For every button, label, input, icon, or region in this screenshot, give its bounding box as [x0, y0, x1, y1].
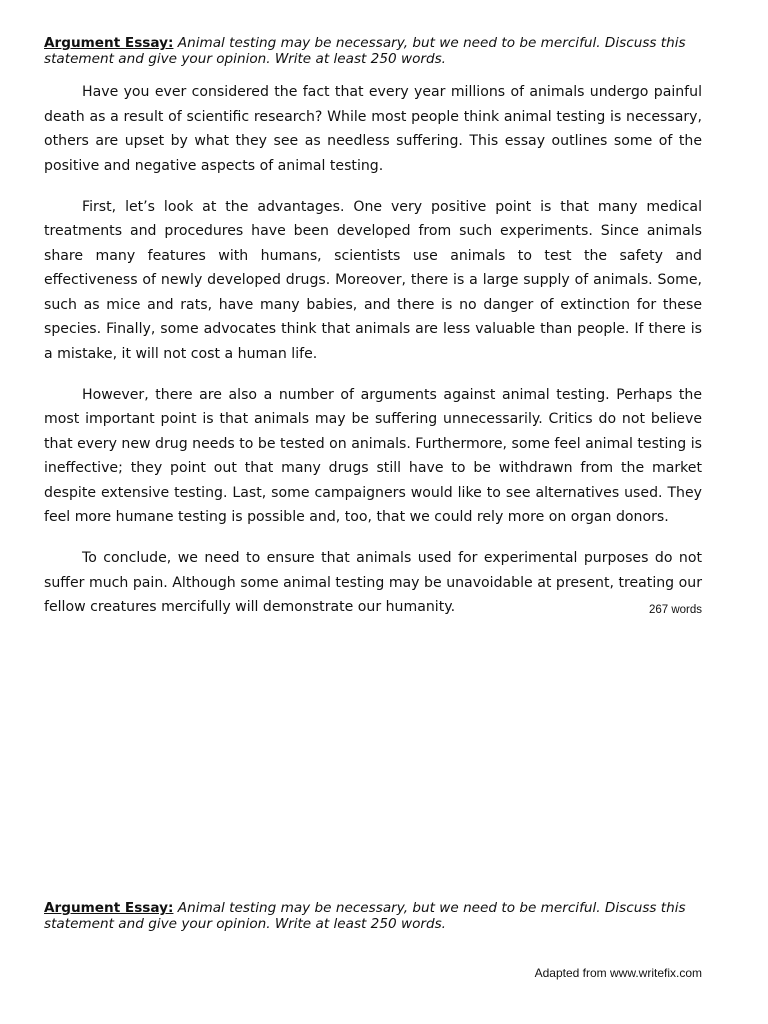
word-count: 267 words [648, 603, 702, 616]
essay-paragraph-conclusion: To conclude, we need to ensure that animals used for experimental purposes do not suffer much pain. Although some animal testing may be unavoidable at present, treating our fellow creatures mercifully will demonstrate our humanity. [44, 550, 702, 615]
essay-prompt-top [44, 35, 704, 67]
essay-paragraph-introduction: Have you ever considered the fact that every year millions of animals undergo painful death as a result of scientific research? While most people think animal testing is necessary, others are upset by what they see as needless suffering. This essay outlines some of the positive and negative aspects of animal testing. [44, 84, 702, 174]
prompt-label: Argument Essay: [44, 35, 174, 51]
essay-paragraph-advantages: First, let’s look at the advantages. One very positive point is that many medical treatments and procedures have been developed from such experiments. Since animals share many features with humans, scientists use animals to test the safety and effectiveness of newly developed drugs. Moreover, there is a large supply of animals. Some, such as mice and rats, have many babies, and there is no danger of extinction for these species. Finally, some advocates think that animals are less valuable than people. If there is a mistake, it will not cost a human life. [44, 198, 702, 362]
prompt-text: Animal testing may be necessary, but we need to be merciful. Discuss this statement and give your opinion. Write at least 250 words. [44, 900, 686, 932]
essay-paragraph-conclusion-block [44, 546, 702, 620]
essay-body [44, 80, 702, 620]
prompt-label: Argument Essay: [44, 900, 174, 916]
source-credit: Adapted from www.writefix.com [534, 966, 702, 980]
essay-paragraph-disadvantages: However, there are also a number of arguments against animal testing. Perhaps the most important point is that animals may be suffering unnecessarily. Critics do not believe that every new drug needs to be tested on animals. Furthermore, some feel animal testing is ineffective; they point out that many drugs still have to be withdrawn from the market despite extensive testing. Last, some campaigners would like to see alternatives used. They feel more humane testing is possible and, too, that we could rely more on organ donors. [44, 386, 702, 525]
essay-prompt-bottom [44, 900, 704, 932]
prompt-text: Animal testing may be necessary, but we need to be merciful. Discuss this statement and give your opinion. Write at least 250 words. [44, 35, 686, 67]
